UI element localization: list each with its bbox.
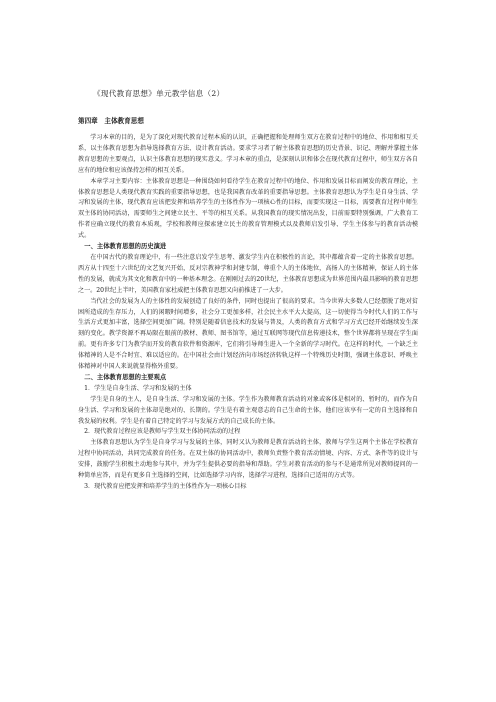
subheading-3: 3．现代教育应把发挥和培养学生的主体性作为一项核心目标 <box>84 483 247 490</box>
history-paragraph-1: 在中国古代的教育理论中，有一些注意启发学生思考、激发学生内在积极性的言论，其中都蕴含着一定的主体教育思想。西方从十四至十六世纪的文艺复兴开始，反对宗教神学和封建专制，尊重个人的主体地位，高扬人的主体精神，保证人的主体性的发展，就成为其文化和教育中的一种基本理念。在刚刚过去的20世纪，主体教育思想成为世界范围内最具影响的教育思想之一。20世纪上半叶，美国教育家杜威把主体教育思想又向前推进了一大步。 <box>78 253 418 294</box>
section-heading-history: 一、主体教育思想的历史演进 <box>84 243 167 251</box>
views-paragraph-2: 主体教育思想认为学生是自身学习与发展的主体，同时又认为教师是教育活动的主体，教师与学生这两个主体在学校教育过程中协同活动，共同完成教育的任务。在双主体的协同活动中，教师负责整个教育活动情境、内容、方式、条件等的设计与安排，鼓励学生积极主动地参与其中，并为学生提供必要的指导和帮助。学生对教育活动的参与不是通常所见对教师提问的一种简单应答，而是有更多自主选择的空间，比如选择学习内容，选择学习进程，选择自己适用的方式等。 <box>78 439 418 480</box>
subheading-2: 2．现代教育过程应该是教师与学生双主体协同活动的过程 <box>84 428 241 436</box>
subheading-1: 1．学生是自身生活、学习和发展的主体 <box>84 384 192 392</box>
views-paragraph-1: 学生是自身的主人，是自身生活、学习和发展的主体。学生作为教师教育活动的对象或客体是相对的、暂时的，而作为自身生活、学习和发展的主体却是绝对的、长期的。学生是有着主观意志的自己生命的主体，他们应该享有一定的自主选择和自我发展的权利。学生是有着自己特定的学习与发展方式的自己成长的主体。 <box>78 395 418 425</box>
document-title: 《现代教育思想》单元教学信息（2） <box>93 89 225 98</box>
chapter-heading: 第四章 主体教育思想 <box>78 117 144 125</box>
document-body <box>78 133 418 493</box>
intro-paragraph: 学习本章的目的，是为了深化对现代教育过程本质的认识，正确把握和处理师生双方在教育过程中的地位、作用和相互关系，以主体教育思想为指导选择教育方法、设计教育活动。要求学习者了解主体教育思想的历史背景、识记、理解并掌握主体教育思想的主要观点，认识主体教育思想的现实意义。学习本章的重点，是深刻认识和体会在现代教育过程中，师生双方各自应有的地位和应该保持怎样的相互关系。 <box>78 134 418 174</box>
section-heading-views: 二、主体教育思想的主要观点 <box>84 373 167 381</box>
history-paragraph-2: 当代社会的发展为人的主体性的发展创造了良好的条件，同时也提出了很高的要求。当今世界大多数人已经摆脱了绝对贫困所造成的生存压力，人们的闲暇时间增多，社会分工更加多样，社会民主水平大大提高，这一切使得当今时代人们的工作与生活方式更加丰富，选择空间更加广阔。特别是随着信息技术的发展与普及，人类的教育方式和学习方式已经开始继续发生深刻的变化。教学资源不再局限在眼前的教材、教师、图书馆等，通过互联网等现代信息传递技术，整个世界都将呈现在学生面前。更有许多专门为教学而开发的教育软件和资源库，它们将引导师生进入一个全新的学习时代。在这样的时代，一个缺乏主体精神的人是不合时宜、难以适应的。在中国社会由计划经济向市场经济转轨这样一个特殊历史时期，强调主体意识、呼唤主体精神对中国人来说就显得格外重要。 <box>78 297 418 371</box>
content-paragraph: 本章学习主要内容：主体教育思想是一种围绕如何看待学生在教育过程中的地位、作用和发展目标而阐发的教育理论，主体教育思想是人类现代教育实践的重要指导思想，也是我国教育改革的重要指导思想。主体教育思想认为学生是自身生活、学习和发展的主体，现代教育应该把发挥和培养学生的主体性作为一项核心性的目标，而要实现这一目标，需要教育过程中师生双主体的协同活动，需要师生之间建立民主、平等的相互关系。从我国教育的现实情况出发，目前需要特别强调，广大教育工作者应确立现代的教育本质观，学校和教师应探索建立民主的教育管理模式以及教师启发引导、学生主体参与的教育活动模式。 <box>78 177 418 240</box>
